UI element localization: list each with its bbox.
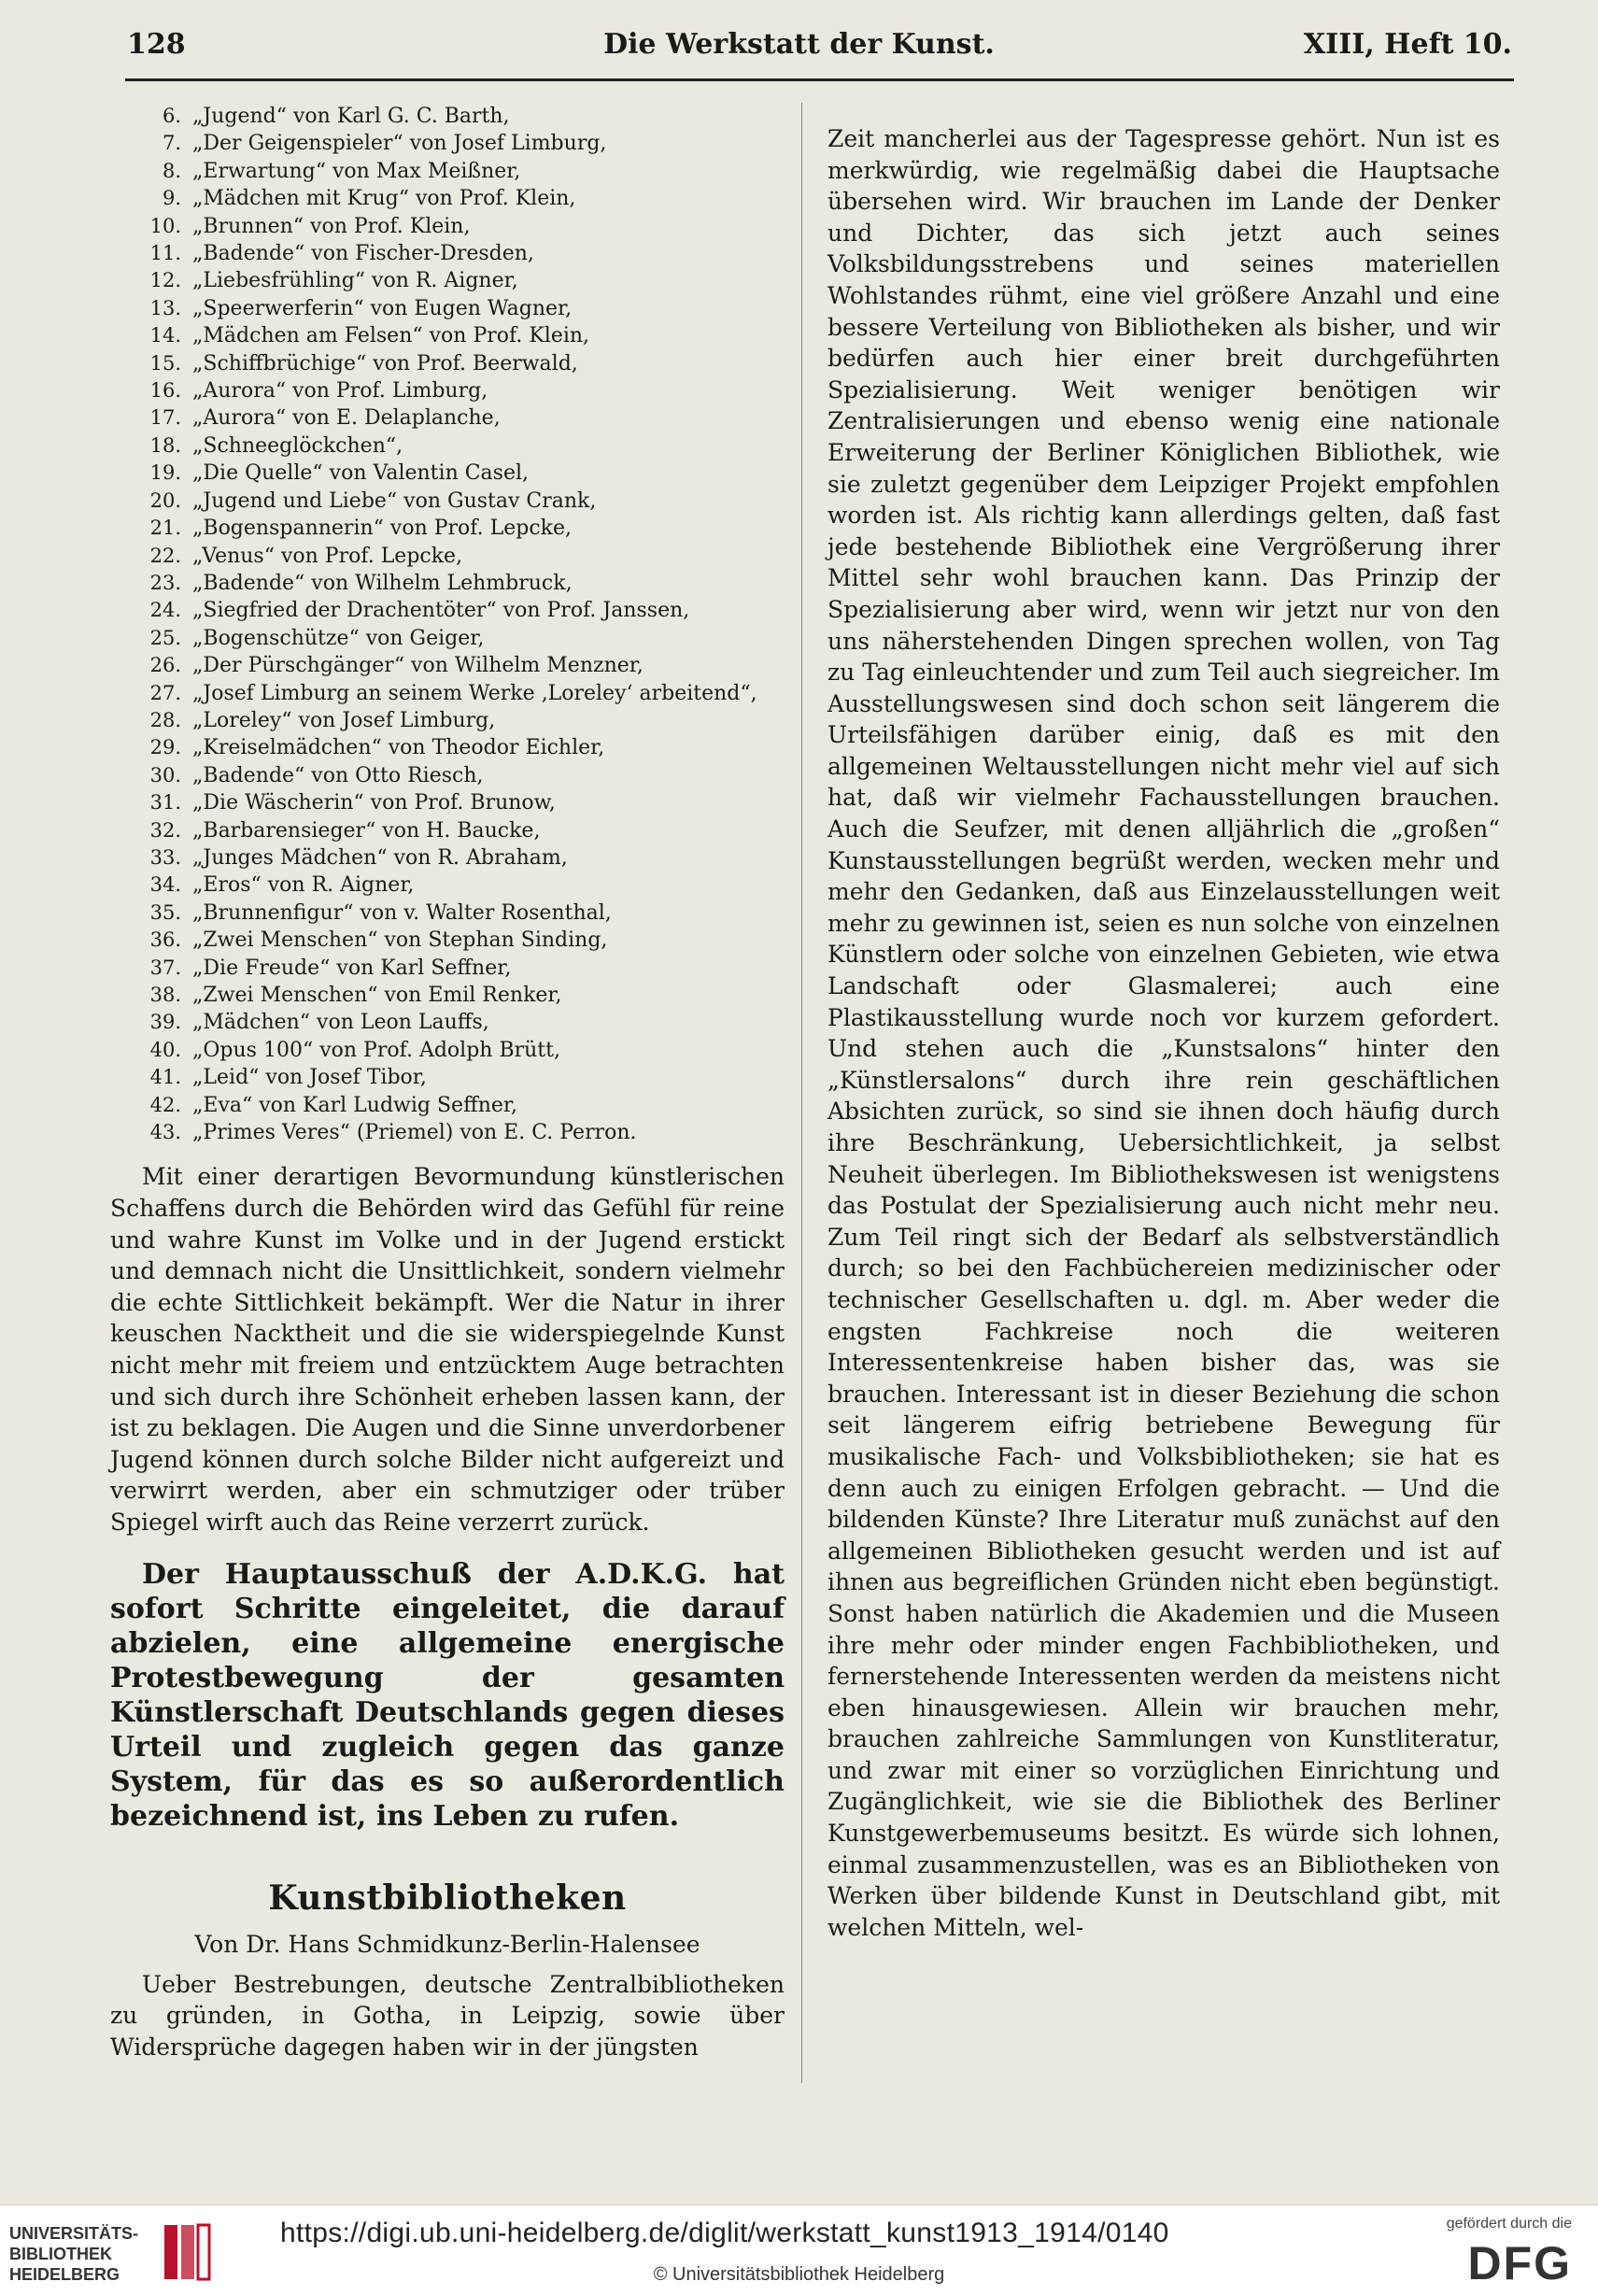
list-item-number: 31. (149, 791, 181, 815)
list-item-text: „Die Wäscherin“ von Prof. Brunow, (192, 791, 556, 815)
list-item-number: 19. (149, 461, 181, 485)
list-item (110, 652, 785, 679)
list-item-number: 40. (149, 1038, 181, 1061)
list-item-number: 10. (149, 214, 181, 237)
list-item-text: „Barbarensieger“ von H. Baucke, (192, 818, 541, 843)
list-item-text: „Speerwerferin“ von Eugen Wagner, (192, 296, 573, 320)
list-item (110, 817, 785, 844)
list-item-number: 14. (149, 324, 181, 347)
list-item-number: 17. (149, 406, 181, 430)
list-item-number: 9. (162, 187, 181, 210)
list-item-text: „Bogenschütze“ von Geiger, (192, 626, 485, 650)
list-item-text: „Brunnenfigur“ von v. Walter Rosenthal, (192, 900, 612, 925)
list-item (110, 900, 785, 927)
list-item-text: „Jugend“ von Karl G. C. Barth, (192, 105, 510, 128)
article-intro: Ueber Bestrebungen, deutsche Zentralbibliotheken zu gründen, in Gotha, in Leipzig, sowie über Widersprüche dagegen haben wir in der jüngsten (110, 1970, 785, 2061)
list-item-text: „Schiffbrüchige“ von Prof. Beerwald, (192, 351, 578, 376)
list-item-number: 33. (149, 845, 181, 869)
list-item-number: 36. (149, 928, 181, 952)
list-item-text: „Opus 100“ von Prof. Adolph Brütt, (192, 1038, 560, 1062)
list-item-text: „Loreley“ von Josef Limburg, (192, 708, 496, 732)
list-item (110, 404, 785, 432)
list-item (110, 185, 785, 212)
list-item (110, 762, 785, 789)
list-item (110, 267, 785, 294)
list-item-number: 11. (149, 242, 181, 265)
list-item (110, 377, 785, 404)
list-item-number: 12. (149, 269, 181, 292)
list-item (110, 350, 785, 377)
left-column (110, 103, 785, 2062)
list-item (110, 1009, 785, 1036)
list-item (110, 955, 785, 982)
list-item (110, 240, 785, 267)
list-item-text: „Junges Mädchen“ von R. Abraham, (192, 845, 568, 870)
list-item-text: „Leid“ von Josef Tibor, (192, 1066, 427, 1090)
list-item-text: „Mädchen mit Krug“ von Prof. Klein, (192, 187, 576, 211)
list-item (110, 789, 785, 816)
list-item-number: 18. (149, 433, 181, 457)
list-item (110, 488, 785, 515)
list-item-text: „Der Pürschgänger“ von Wilhelm Menzner, (192, 654, 643, 678)
list-item-text: „Mädchen am Felsen“ von Prof. Klein, (192, 324, 590, 348)
list-item (110, 982, 785, 1009)
right-column (827, 123, 1500, 1943)
list-item-text: „Eros“ von R. Aigner, (192, 873, 415, 898)
list-item-text: „Schneeglöckchen“, (192, 433, 403, 458)
list-item-text: „Mädchen“ von Leon Lauffs, (192, 1011, 489, 1035)
funding-note: gefördert durch die (1446, 2216, 1572, 2232)
list-item-text: „Aurora“ von Prof. Limburg, (192, 379, 488, 404)
list-item (110, 597, 785, 624)
list-item (110, 432, 785, 460)
list-item (110, 322, 785, 349)
list-item-number: 34. (149, 873, 181, 897)
list-item (110, 295, 785, 322)
permalink-url[interactable]: https://digi.ub.uni-heidelberg.de/diglit/werkstatt_kunst1913_1914/0140 (280, 2218, 1169, 2248)
article-byline: Von Dr. Hans Schmidkunz-Berlin-Halensee (194, 1930, 700, 1958)
list-item-text: „Erwartung“ von Max Meißner, (192, 159, 521, 183)
list-item-text: „Liebesfrühling“ von R. Aigner, (192, 269, 518, 293)
list-item (110, 543, 785, 570)
list-item (110, 872, 785, 899)
list-item-text: „Badende“ von Fischer-Dresden, (192, 242, 534, 266)
list-item-number: 25. (149, 626, 181, 649)
list-item (110, 1092, 785, 1119)
list-item-number: 27. (149, 681, 181, 704)
library-name-line-3: HEIDELBERG (9, 2265, 120, 2284)
running-title: Die Werkstatt der Kunst. (603, 28, 995, 61)
list-item (110, 927, 785, 954)
dfg-logo[interactable]: DFG (1467, 2237, 1572, 2289)
library-name-line-2: BIBLIOTHEK (9, 2245, 112, 2263)
list-item (110, 515, 785, 542)
list-item-number: 28. (149, 708, 181, 731)
list-item-text: „Badende“ von Wilhelm Lehmbruck, (192, 571, 573, 595)
list-item-number: 16. (149, 379, 181, 403)
list-item (110, 734, 785, 761)
list-item-number: 26. (149, 654, 181, 677)
list-item-number: 43. (149, 1121, 181, 1144)
list-item-number: 37. (149, 956, 181, 979)
list-item-text: „Zwei Menschen“ von Stephan Sinding, (192, 928, 608, 953)
list-item-number: 22. (149, 544, 181, 567)
list-item-number: 8. (162, 159, 181, 182)
list-item-number: 30. (149, 763, 181, 787)
header-rule (125, 78, 1514, 81)
list-item-number: 29. (149, 736, 181, 759)
list-item-text: „Zwei Menschen“ von Emil Renker, (192, 984, 562, 1007)
list-item (110, 1037, 785, 1064)
copyright-notice: © Universitätsbibliothek Heidelberg (653, 2264, 945, 2285)
list-item (110, 460, 785, 487)
list-item-number: 35. (149, 900, 181, 924)
list-item (110, 1064, 785, 1091)
list-item (110, 1119, 785, 1146)
list-item-number: 13. (149, 296, 181, 319)
list-item-number: 42. (149, 1093, 181, 1116)
list-item-text: „Siegfried der Drachentöter“ von Prof. Janssen, (192, 599, 690, 623)
library-name-line-1: UNIVERSITÄTS- (9, 2224, 139, 2243)
list-item-number: 32. (149, 818, 181, 842)
issue-label: XIII, Heft 10. (1303, 28, 1512, 61)
article-title: Kunstbibliotheken (268, 1878, 627, 1918)
list-item (110, 213, 785, 240)
list-item-text: „Josef Limburg an seinem Werke ‚Loreley‘ arbeitend“, (192, 681, 757, 705)
list-item (110, 844, 785, 872)
list-item-number: 6. (162, 105, 181, 127)
list-item-text: „Eva“ von Karl Ludwig Seffner, (192, 1093, 517, 1117)
list-item-text: „Kreiselmädchen“ von Theodor Eichler, (192, 736, 605, 760)
footer-border (0, 2204, 1598, 2205)
list-item-number: 21. (149, 517, 181, 540)
list-item (110, 625, 785, 652)
left-paragraph: Mit einer derartigen Bevormundung künstlerischen Schaffens durch die Behörden wird das Gefühl für reine und wahre Kunst im Volke und in der Jugend erstickt und demnach nicht die Unsittlichkeit, sondern vielmehr die echte Sittlichkeit bekämpft. Wer die Natur in ihrer keuschen Nacktheit und die sie widerspiegelnde Kunst nicht mehr mit freiem und entzücktem Auge betrachten und sich durch ihre Schönheit erheben lassen kann, der ist zu beklagen. Die Augen und die Sinne unverdorbener Jugend können durch solche Bilder nicht aufgereizt und verwirrt werden, aber ein schmutziger oder trüber Spiegel wirft auch das Reine verzerrt zurück. (110, 1163, 785, 1536)
list-item-text: „Die Freude“ von Karl Seffner, (192, 956, 512, 980)
right-column-text: Zeit mancherlei aus der Tagespresse gehört. Nun ist es merkwürdig, wie regelmäßig dabei die Hauptsache übersehen wird. Wir brauchen im Lande der Denker und Dichter, das sich jetzt auch seines Volksbildungsstrebens und seines materiellen Wohlstandes rühmt, eine viel größere Anzahl und eine bessere Verteilung von Bibliotheken als bisher, und wir bedürfen auch hier einer breit durchgeführten Spezialisierung. Weit weniger benötigen wir Zentralisierungen und ebenso wenig eine nationale Erweiterung der Berliner Königlichen Bibliothek, wie sie zuletzt gegenüber dem Leipziger Projekt empfohlen worden ist. Als richtig kann allerdings gelten, daß fast jede bestehende Bibliothek eine Vergrößerung ihrer Mittel sehr wohl brauchen kann. Das Prinzip der Spezialisierung aber wird, wenn wir jetzt nur von den uns näherstehenden Dingen sprechen wollen, von Tag zu Tag einleuchtender und zum Teil auch siegreicher. Im Ausstellungswesen sind doch schon seit längerem die Urteilsfähigen darüber einig, daß es mit den allgemeinen Weltausstellungen nicht mehr viel auf sich hat, daß wir vielmehr Fachausstellungen brauchen. Auch die Seufzer, mit denen alljährlich die „großen“ Kunstausstellungen begrüßt werden, wecken mehr und mehr den Gedanken, daß aus Einzelausstellungen weit mehr zu gewinnen ist, seien es nun solche von einzelnen Künstlern oder solche von einzelnen Gebieten, wie etwa Landschaft oder Glasmalerei; auch eine Plastikausstellung wurde noch vor kurzem gefordert. Und stehen auch die „Kunstsalons“ hinter den „Künstlersalons“ durch ihre rein geschäftlichen Absichten zurück, so sind sie ihnen doch häufig durch ihre Beschränkung, Uebersichtlichkeit, ja selbst Neuheit überlegen. Im Bibliothekswesen ist wenigstens das Postulat der Spezialisierung auch nicht mehr neu. Zum Teil ringt sich der Bedarf als selbstverständlich durch; so bei den Fachbüchereien medizinischer oder technischer Gesellschaften u. dgl. m. Aber weder die engsten Fachkreise noch die weiteren Interessentenkreise haben bisher das, was sie brauchen. Interessant ist in dieser Beziehung die schon seit längerem eifrig betriebene Bewegung für musikalische Fach- und Volksbibliotheken; sie hat es denn auch zu einigen Erfolgen gebracht. — Und die bildenden Künste? Ihre Literatur muß zunächst auf den allgemeinen Bibliotheken gesucht werden und ist auf ihnen aus begreiflichen Gründen nicht eben begünstigt. Sonst haben natürlich die Akademien und die Museen ihre mehr oder minder engen Fachbibliotheken, und fernerstehende Interessenten werden da meistens nicht eben hinausgewiesen. Allein wir brauchen mehr, brauchen zahlreiche Sammlungen von Kunstliteratur, und zwar mit einer so vorzüglichen Einrichtung und Zugänglichkeit, wie sie die Bibliothek des Berliner Kunstgewerbemuseums besitzt. Es würde sich lohnen, einmal zusammenzustellen, was es an Bibliotheken von Werken über bildende Kunst in Deutschland gibt, mit welchen Mitteln, wel- (827, 125, 1500, 1941)
list-item-text: „Jugend und Liebe“ von Gustav Crank, (192, 489, 597, 513)
list-item-number: 38. (149, 984, 181, 1006)
list-item-number: 7. (162, 132, 181, 155)
bold-statement: Der Hauptausschuß der A.D.K.G. hat sofort Schritte eingeleitet, die darauf abzielen, eine allgemeine energische Protestbewegung der gesamten Künstlerschaft Deutschlands gegen dieses Urteil und zugleich gegen das ganze System, für das es so außerordentlich bezeichnend ist, ins Leben zu rufen. (110, 1557, 785, 1833)
list-item-text: „Bogenspannerin“ von Prof. Lepcke, (192, 517, 573, 541)
list-item (110, 707, 785, 734)
list-item-number: 20. (149, 489, 181, 512)
list-item-number: 23. (149, 571, 181, 594)
viewer-footer (0, 2204, 1598, 2296)
list-item-text: „Brunnen“ von Prof. Klein, (192, 214, 471, 238)
list-item-text: „Die Quelle“ von Valentin Casel, (192, 461, 530, 486)
list-item (110, 158, 785, 185)
artwork-list (110, 103, 785, 1146)
list-item-number: 24. (149, 599, 181, 622)
list-item-number: 41. (149, 1066, 181, 1089)
list-item-text: „Der Geigenspieler“ von Josef Limburg, (192, 132, 607, 156)
list-item-number: 39. (149, 1011, 181, 1034)
column-divider (801, 103, 802, 2083)
list-item (110, 130, 785, 157)
list-item-text: „Aurora“ von E. Delaplanche, (192, 406, 501, 431)
page-number: 128 (127, 28, 186, 61)
list-item-text: „Badende“ von Otto Riesch, (192, 763, 484, 787)
list-item-number: 15. (149, 351, 181, 375)
list-item (110, 680, 785, 707)
list-item (110, 103, 785, 130)
list-item-text: „Venus“ von Prof. Lepcke, (192, 544, 463, 568)
list-item-text: „Primes Veres“ (Priemel) von E. C. Perron. (192, 1121, 637, 1145)
list-item (110, 570, 785, 597)
